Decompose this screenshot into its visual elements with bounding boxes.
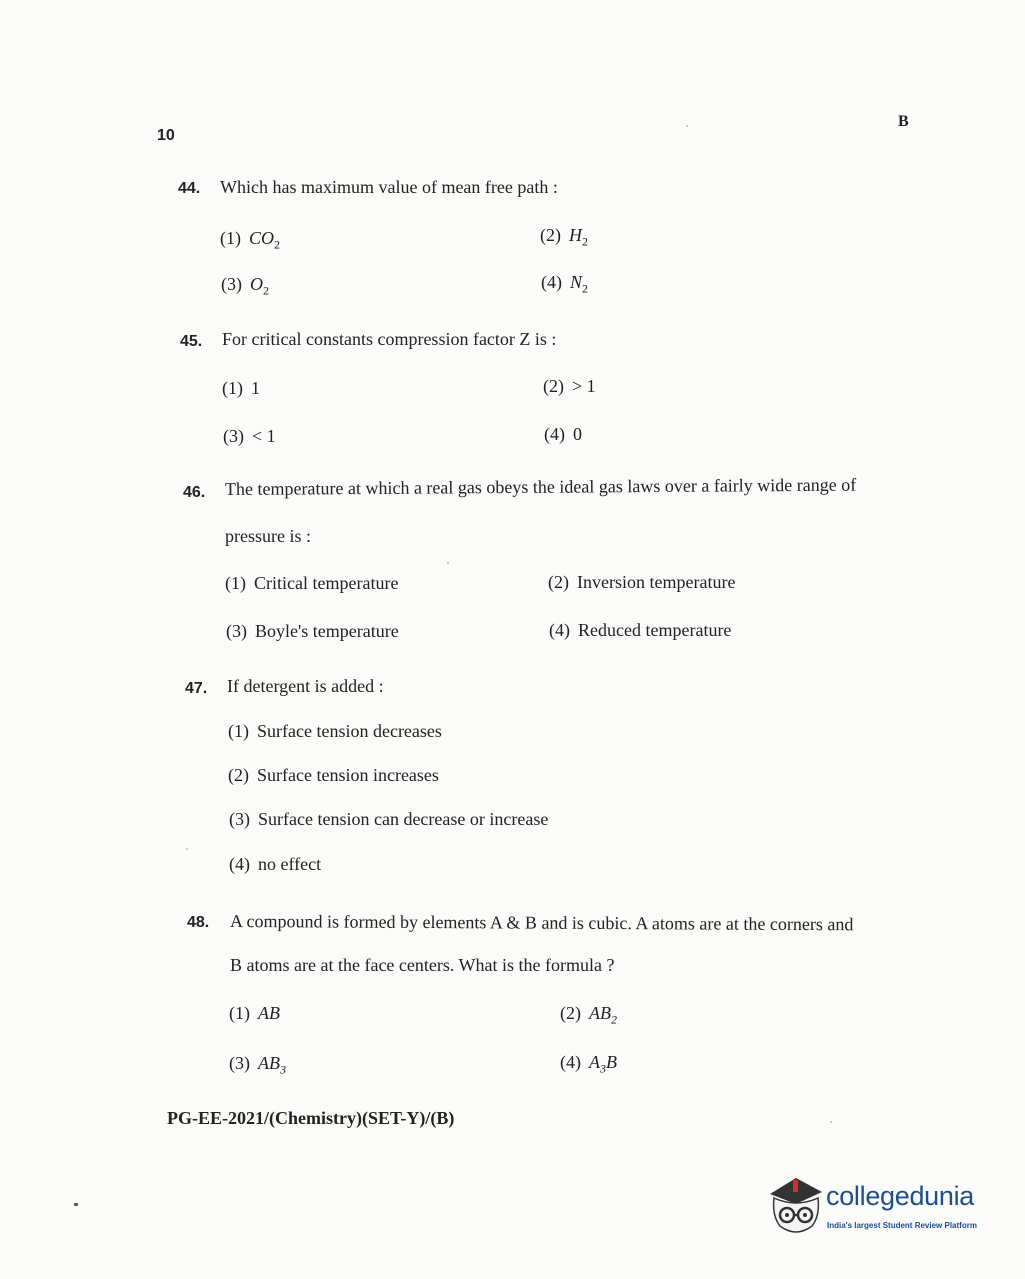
option-text: Surface tension decreases — [257, 721, 442, 741]
option-number: (3) — [229, 1053, 250, 1073]
option-number: (4) — [541, 272, 562, 292]
scan-speck — [447, 562, 449, 564]
option-formula: H — [569, 225, 582, 245]
option-number: (3) — [229, 809, 250, 829]
option-text: no effect — [258, 854, 322, 874]
option-number: (3) — [226, 621, 247, 641]
question-text: If detergent is added : — [227, 676, 384, 696]
option — [560, 1052, 617, 1077]
option — [540, 225, 588, 250]
option — [229, 809, 548, 830]
question-number: 45. — [180, 333, 203, 350]
option — [229, 1003, 280, 1024]
question-text-cont: B atoms are at the face centers. What is the formula ? — [230, 955, 615, 975]
option-number: (1) — [222, 378, 243, 398]
question-text-cont: pressure is : — [225, 526, 311, 546]
set-label: B — [898, 113, 909, 130]
option — [560, 1003, 617, 1028]
option-subscript: 2 — [611, 1012, 617, 1027]
option-number: (2) — [228, 765, 249, 785]
option-formula: N — [570, 272, 583, 292]
option-number: (4) — [560, 1052, 581, 1072]
option-formula: A — [589, 1052, 600, 1072]
option — [225, 573, 398, 594]
option-text: Boyle's temperature — [255, 621, 399, 641]
option — [221, 274, 269, 299]
question-text: A compound is formed by elements A & B and is cubic. A atoms are at the corners and — [229, 911, 854, 935]
option-formula: AB — [258, 1003, 280, 1023]
option-subscript: 2 — [263, 283, 269, 298]
scan-speck — [686, 125, 688, 127]
option-text: Inversion temperature — [577, 572, 736, 592]
option-number: (4) — [544, 424, 565, 444]
option — [220, 228, 280, 253]
option — [543, 376, 596, 397]
exam-code: PG-EE-2021/(Chemistry)(SET-Y)/(B) — [167, 1108, 455, 1128]
question-text: The temperature at which a real gas obeys the ideal gas laws over a fairly wide range of — [224, 474, 857, 499]
option-number: (3) — [221, 274, 242, 294]
option — [223, 426, 276, 447]
brand-name: collegedunia — [826, 1181, 975, 1211]
option — [226, 621, 399, 642]
option-number: (4) — [549, 620, 570, 640]
option-number: (1) — [228, 721, 249, 741]
option — [228, 765, 439, 786]
option — [544, 424, 582, 445]
option-text: 0 — [573, 424, 582, 444]
collegedunia-mascot-icon — [766, 1172, 826, 1244]
option — [222, 378, 260, 399]
option-text: Critical temperature — [254, 573, 399, 593]
option — [229, 854, 321, 875]
option-formula: AB — [258, 1053, 280, 1073]
option-number: (2) — [560, 1003, 581, 1023]
option-subscript: 3 — [600, 1061, 606, 1076]
scan-speck — [186, 848, 188, 850]
question-text: For critical constants compression factor Z is : — [222, 329, 557, 349]
option — [541, 272, 588, 297]
option-text: < 1 — [252, 426, 276, 446]
option-number: (2) — [543, 376, 564, 396]
option-subscript: 2 — [582, 234, 588, 249]
question-number: 47. — [185, 680, 208, 697]
option-formula: AB — [589, 1003, 611, 1023]
option — [549, 620, 731, 641]
option — [548, 572, 735, 593]
option-number: (4) — [229, 854, 250, 874]
question-number: 46. — [183, 484, 206, 501]
option — [228, 721, 442, 742]
brand-tagline: India's largest Student Review Platform — [827, 1221, 977, 1230]
scan-speck — [830, 1121, 832, 1123]
option-number: (1) — [220, 228, 241, 248]
option-formula-tail: B — [606, 1052, 617, 1072]
option-text: Surface tension increases — [257, 765, 439, 785]
option-number: (2) — [540, 225, 561, 245]
question-number: 48. — [187, 914, 210, 931]
option-subscript: 2 — [274, 237, 281, 252]
question-number: 44. — [178, 180, 201, 197]
option-number: (1) — [225, 573, 246, 593]
option-number: (2) — [548, 572, 569, 592]
option-formula: CO — [249, 228, 275, 248]
option-text: > 1 — [572, 376, 596, 396]
option-subscript: 2 — [582, 281, 589, 296]
option — [229, 1053, 286, 1078]
option-number: (1) — [229, 1003, 250, 1023]
option-text: Surface tension can decrease or increase — [258, 809, 549, 829]
page-number: 10 — [157, 127, 175, 144]
scan-speck — [74, 1203, 78, 1206]
option-text: 1 — [251, 378, 260, 398]
option-formula: O — [250, 274, 263, 294]
option-subscript: 3 — [280, 1062, 286, 1077]
option-text: Reduced temperature — [578, 620, 732, 640]
question-text: Which has maximum value of mean free path : — [220, 177, 558, 197]
option-number: (3) — [223, 426, 244, 446]
